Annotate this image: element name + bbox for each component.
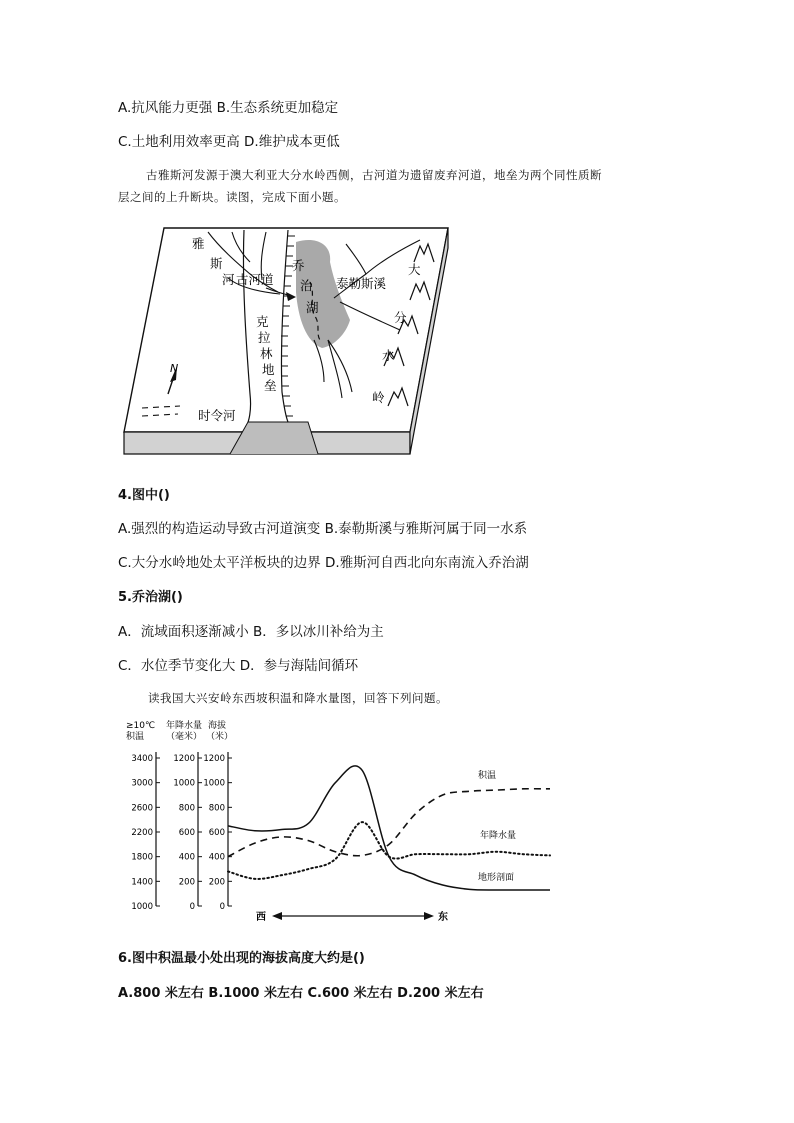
label-lake-2: 治	[300, 278, 313, 293]
elev-header-2: （米）	[206, 732, 234, 742]
label-horst-2: 拉	[258, 330, 271, 345]
q3-option-line-2: C.土地利用效率更高 D.维护成本更低	[118, 134, 340, 150]
label-horst-4: 地	[262, 362, 275, 377]
label-si: 斯	[210, 256, 223, 271]
series-line-2	[228, 766, 550, 890]
elev-axis-tick-label: 1200	[203, 754, 225, 764]
precip-axis-tick-label: 1000	[173, 778, 195, 789]
label-horst-1: 克	[256, 314, 269, 329]
label-range-1: 大	[408, 262, 421, 277]
temp-axis-tick-label: 1000	[131, 902, 153, 912]
elev-header-1: 海拔	[208, 721, 227, 731]
temperature-precipitation-chart	[118, 718, 558, 926]
label-creek: 泰勒斯溪	[336, 276, 387, 291]
east-label: 东	[438, 912, 448, 923]
precip-header-2: （毫米）	[166, 732, 203, 742]
axis-headers	[126, 719, 233, 742]
precip-axis-tick-label: 1200	[173, 754, 195, 764]
elev-axis-tick-label: 600	[208, 828, 225, 838]
elev-axis-tick-label: 400	[208, 852, 225, 863]
label-lake-3: 湖	[306, 300, 319, 315]
precip-axis-tick-label: 800	[178, 803, 195, 814]
temp-axis-tick-label: 3000	[131, 778, 153, 789]
question-5-options-line-2: C．水位季节变化大 D．参与海陆间循环	[118, 658, 359, 674]
label-seasonal-river: 时令河	[198, 408, 236, 423]
elev-axis-tick-label: 1000	[203, 778, 225, 789]
temp-axis-tick-label: 3400	[131, 754, 153, 764]
temp-header-2: 积温	[126, 732, 145, 742]
elev-axis-tick-label: 800	[208, 803, 225, 814]
label-range-2: 分	[394, 310, 407, 325]
elev-axis-tick-label: 0	[219, 902, 225, 912]
precip-axis-tick-label: 0	[189, 902, 195, 912]
intro-paragraph-line-2: 层之间的上升断块。读图，完成下面小题。	[118, 190, 346, 204]
question-4-options-line-2: C.大分水岭地处太平洋板块的边界 D.雅斯河自西北向东南流入乔治湖	[118, 555, 529, 571]
west-label: 西	[256, 912, 266, 923]
chart-intro: 读我国大兴安岭东西坡积温和降水量图，回答下列问题。	[148, 691, 448, 705]
precip-axis-tick-label: 200	[178, 877, 195, 888]
elev-axis-tick-label: 200	[208, 877, 225, 888]
label-range-4: 岭	[372, 390, 385, 405]
precip-axis-tick-label: 400	[178, 852, 195, 863]
question-5-options-line-1: A．流域面积逐渐减小 B．多以冰川补给为主	[118, 624, 384, 640]
label-horst-3: 林	[260, 346, 273, 361]
series-label-0: 积温	[478, 771, 497, 781]
temp-axis-tick-label: 1800	[131, 852, 153, 863]
label-horst-5: 垒	[264, 378, 277, 393]
svg-text:N: N	[170, 362, 179, 375]
question-6-options: A.800 米左右 B.1000 米左右 C.600 米左右 D.200 米左右	[118, 986, 484, 1001]
temp-axis-tick-label: 2600	[131, 803, 153, 814]
question-4-options-line-1: A.强烈的构造运动导致古河道演变 B.泰勒斯溪与雅斯河属于同一水系	[118, 521, 528, 537]
temp-axis-tick-label: 2200	[131, 828, 153, 838]
temp-header-1: ≥10℃	[126, 721, 156, 731]
series-label-1: 年降水量	[480, 831, 517, 841]
label-range-3: 水	[382, 348, 395, 363]
precip-header-1: 年降水量	[166, 721, 203, 731]
q3-option-line-1: A.抗风能力更强 B.生态系统更加稳定	[118, 100, 339, 116]
series-label-2: 地形剖面	[478, 873, 515, 883]
label-he: 河	[222, 272, 235, 287]
geology-block-diagram	[120, 222, 450, 458]
question-4-stem: 4.图中()	[118, 488, 170, 503]
label-old-channel: 古河道	[236, 272, 274, 287]
question-6-stem: 6.图中积温最小处出现的海拔高度大约是()	[118, 951, 365, 966]
temp-axis-tick-label: 1400	[131, 877, 153, 888]
direction-arrow	[256, 910, 448, 923]
intro-paragraph-line-1: 古雅斯河发源于澳大利亚大分水岭西侧，古河道为遗留废弃河道，地垒为两个同性质断	[146, 168, 602, 182]
label-ya: 雅	[192, 236, 205, 251]
question-5-stem: 5.乔治湖()	[118, 590, 183, 605]
precip-axis-tick-label: 600	[178, 828, 195, 838]
label-lake-1: 乔	[292, 258, 305, 273]
series-line-0	[228, 789, 550, 857]
